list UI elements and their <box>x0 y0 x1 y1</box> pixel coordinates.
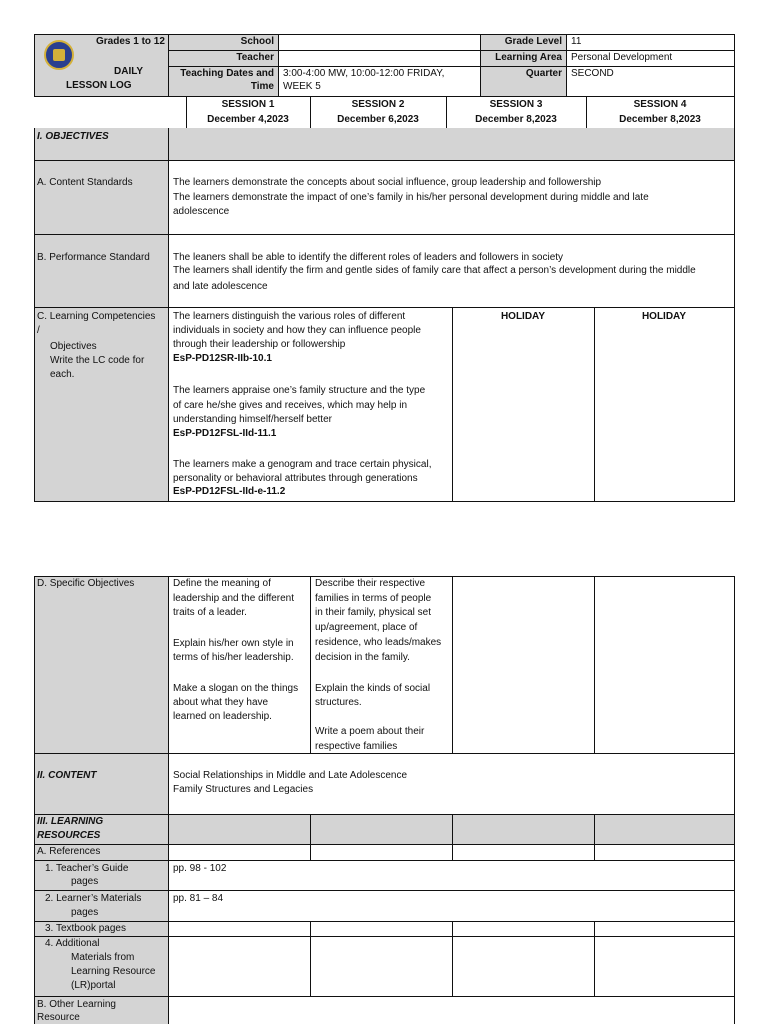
competency-3-line-1: The learners make a genogram and trace certain physical, <box>173 459 432 470</box>
spec2-a-1: Describe their respective <box>315 578 426 589</box>
daily-label: DAILY <box>114 66 144 77</box>
content-standards-line-2: The learners demonstrate the impact of one’s family in his/her personal development during middle and late <box>173 192 649 203</box>
dates-value-1: 3:00-4:00 MW, 10:00-12:00 FRIDAY, <box>283 68 445 79</box>
grade-level-value: 11 <box>571 36 582 47</box>
other-resource-label-1: B. Other Learning <box>37 999 116 1010</box>
content-line-1: Social Relationships in Middle and Late Adolescence <box>173 770 408 781</box>
teachers-guide-label-1: 1. Teacher’s Guide <box>45 863 129 874</box>
grades-label: Grades 1 to 12 <box>96 36 165 47</box>
competencies-label-5: each. <box>50 369 75 380</box>
content-standards-line-1: The learners demonstrate the concepts about social influence, group leadership and followership <box>173 177 602 188</box>
teachers-guide-value: pp. 98 - 102 <box>173 863 227 874</box>
spec1-c-3: learned on leadership. <box>173 711 272 722</box>
objectives-heading-bg <box>34 128 735 160</box>
spec1-a-2: leadership and the different <box>173 593 295 604</box>
teachers-guide-label-2: pages <box>71 876 99 887</box>
session-3-date: December 8,2023 <box>475 114 557 125</box>
learners-materials-value: pp. 81 – 84 <box>173 893 224 904</box>
spec2-c-1: Write a poem about their <box>315 726 425 737</box>
grade-level-label: Grade Level <box>504 36 562 47</box>
spec2-a-5: residence, who leads/makes <box>315 637 442 648</box>
session-4-title: SESSION 4 <box>633 99 687 110</box>
spec2-a-2: families in terms of people <box>315 593 432 604</box>
competency-3-code: EsP-PD12FSL-IId-e-11.2 <box>173 486 286 497</box>
content-standards-label: A. Content Standards <box>37 177 133 188</box>
spec2-a-6: decision in the family. <box>315 652 410 663</box>
spec1-c-2: about what they have <box>173 697 269 708</box>
additional-label-4: (LR)portal <box>71 980 116 991</box>
deped-seal-icon <box>44 40 74 70</box>
dates-value-2: WEEK 5 <box>283 81 321 92</box>
spec2-c-2: respective families <box>315 741 398 752</box>
spec1-b-1: Explain his/her own style in <box>173 638 294 649</box>
teacher-label: Teacher <box>236 52 274 63</box>
learners-materials-label-2: pages <box>71 907 99 918</box>
lesson-log-label: LESSON LOG <box>66 80 132 91</box>
school-label: School <box>240 36 274 47</box>
objectives-heading: I. OBJECTIVES <box>37 131 109 142</box>
performance-line-3: and late adolescence <box>173 281 268 292</box>
competency-1-line-1: The learners distinguish the various roles of different <box>173 311 406 322</box>
competency-1-line-2: individuals in society and how they can influence people <box>173 325 421 336</box>
competencies-label-4: Write the LC code for <box>50 355 145 366</box>
spec2-a-4: up/agreement, place of <box>315 622 418 633</box>
additional-label-2: Materials from <box>71 952 135 963</box>
dates-label-2: Time <box>250 81 274 92</box>
references-label: A. References <box>37 846 101 857</box>
spec1-a-3: traits of a leader. <box>173 607 247 618</box>
spec1-b-2: terms of his/her leadership. <box>173 652 294 663</box>
competencies-label-2: / <box>37 325 40 336</box>
spec2-a-3: in their family, physical set <box>315 607 431 618</box>
competency-3-line-2: personality or behavioral attributes through generations <box>173 473 418 484</box>
resources-heading-2: RESOURCES <box>37 830 101 841</box>
competency-2-line-1: The learners appraise one’s family structure and the type <box>173 385 426 396</box>
holiday-session-3: HOLIDAY <box>500 311 546 322</box>
content-line-2: Family Structures and Legacies <box>173 784 314 795</box>
content-heading: II. CONTENT <box>37 770 97 781</box>
performance-line-1: The leaners shall be able to identify the different roles of leaders and followers in society <box>173 252 564 263</box>
holiday-session-4: HOLIDAY <box>641 311 687 322</box>
competency-2-line-2: of care he/she gives and receives, which may help in <box>173 400 408 411</box>
dates-label-1: Teaching Dates and <box>180 68 274 79</box>
content-standards-line-3: adolescence <box>173 206 230 217</box>
competency-1-code: EsP-PD12SR-IIb-10.1 <box>173 353 272 364</box>
learning-area-label: Learning Area <box>495 52 562 63</box>
spec2-b-1: Explain the kinds of social <box>315 683 431 694</box>
spec2-b-2: structures. <box>315 697 362 708</box>
competency-2-line-3: understanding himself/herself better <box>173 414 332 425</box>
objectives-label-col-bg <box>34 160 168 501</box>
spec1-c-1: Make a slogan on the things <box>173 683 299 694</box>
additional-label-1: 4. Additional <box>45 938 100 949</box>
session-1-title: SESSION 1 <box>221 99 275 110</box>
learning-area-value: Personal Development <box>571 52 673 63</box>
additional-label-3: Learning Resource <box>71 966 156 977</box>
textbook-label: 3. Textbook pages <box>45 923 126 934</box>
competency-2-code: EsP-PD12FSL-IId-11.1 <box>173 428 277 439</box>
session-4-date: December 8,2023 <box>619 114 701 125</box>
spec1-a-1: Define the meaning of <box>173 578 271 589</box>
specific-objectives-label: D. Specific Objectives <box>37 578 135 589</box>
session-3-title: SESSION 3 <box>489 99 543 110</box>
session-2-date: December 6,2023 <box>337 114 419 125</box>
competency-1-line-3: through their leadership or followership <box>173 339 346 350</box>
learners-materials-label-1: 2. Learner’s Materials <box>45 893 142 904</box>
performance-line-2: The learners shall identify the firm and gentle sides of family care that affect a person’s development during the middle <box>173 265 696 276</box>
session-2-title: SESSION 2 <box>351 99 405 110</box>
quarter-label: Quarter <box>525 68 562 79</box>
competencies-label-3: Objectives <box>50 341 97 352</box>
performance-label: B. Performance Standard <box>37 252 150 263</box>
quarter-value: SECOND <box>571 68 614 79</box>
competencies-label-1: C. Learning Competencies <box>37 311 156 322</box>
other-resource-label-2: Resource <box>37 1012 80 1023</box>
session-1-date: December 4,2023 <box>207 114 289 125</box>
resources-heading-1: III. LEARNING <box>37 816 104 827</box>
